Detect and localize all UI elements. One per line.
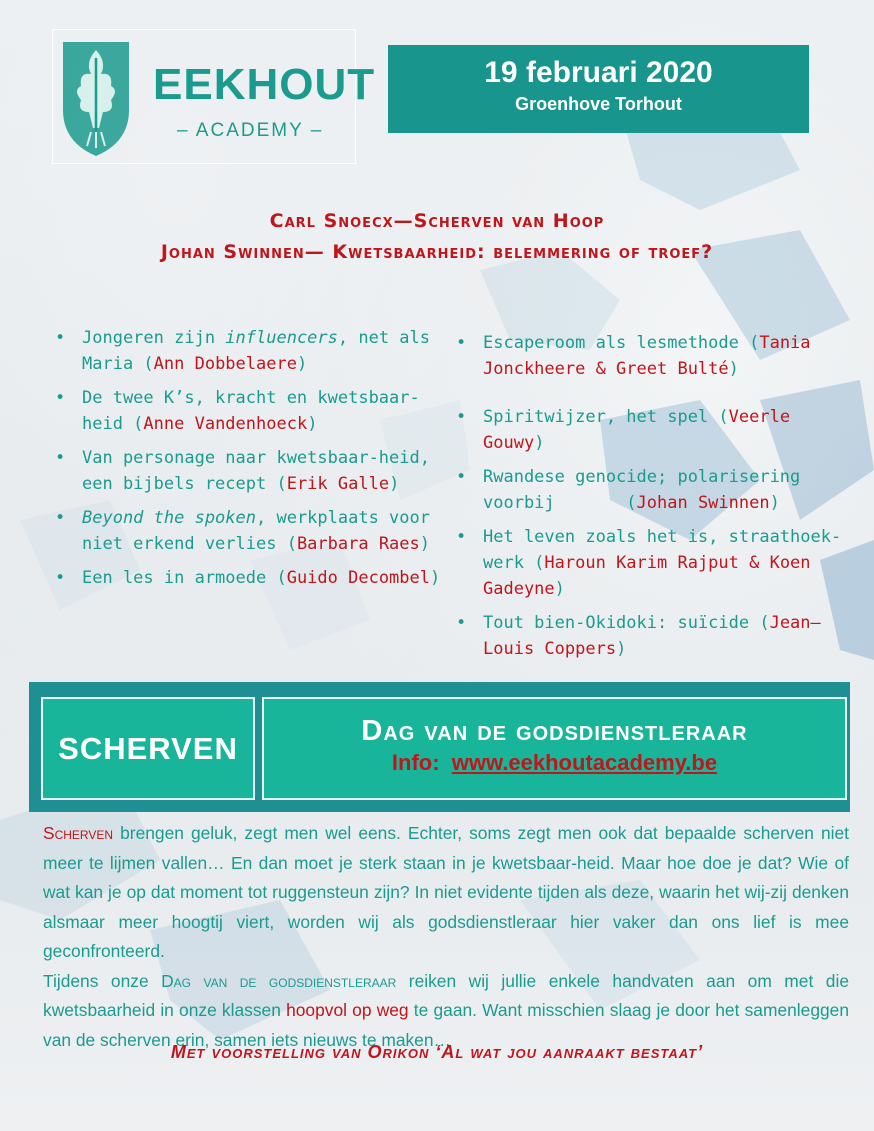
oak-leaf-shield-icon — [55, 32, 137, 158]
workshop-item: • Escaperoom als lesmethode (Tania Jonckheere & Greet Bulté) — [456, 330, 856, 382]
bullet-icon: • — [55, 448, 66, 468]
title-banner — [29, 682, 850, 812]
workshop-leader: Haroun Karim Rajput & Koen Gadeyne — [483, 553, 811, 599]
banner-info: Info: www.eekhoutacademy.be — [391, 750, 718, 775]
workshop-item: • Beyond the spoken, werkplaats voor niet erkend verlies (Barbara Raes) — [55, 505, 450, 557]
bullet-icon: • — [456, 527, 467, 547]
workshop-item: • Het leven zoals het is, straathoek-werk (Haroun Karim Rajput & Koen Gadeyne) — [456, 524, 856, 602]
keyword-event: Dag van de godsdienstleraar — [161, 970, 397, 991]
paragraph-1: Scherven brengen geluk, zegt men wel eens. Echter, soms zegt men ook dat bepaalde scherven niet meer te lijmen vallen… En dan moet je sterk staan in je kwetsbaar-heid. Maar hoe doe je dat? Wie of wat kan je op dat moment tot ruggensteun zijn? In niet evidente tijden als deze, waarin het wij-zij denken alsmaar meer hoogtij viert, worden wij als godsdienstleraar hier vaker dan ons lief is mee geconfronteerd. — [43, 823, 849, 961]
workshop-item: • De twee K’s, kracht en kwetsbaar-heid (Anne Vandenhoeck) — [55, 385, 450, 437]
website-link[interactable]: www.eekhoutacademy.be — [451, 750, 718, 775]
workshop-leader: Tania Jonckheere & Greet Bulté — [483, 333, 811, 379]
event-venue: Groenhove Torhout — [515, 94, 682, 114]
bullet-icon: • — [456, 613, 467, 633]
workshop-item: • Een les in armoede (Guido Decombel) — [55, 565, 450, 591]
workshop-leader: Barbara Raes — [296, 534, 420, 554]
workshop-leader: Anne Vandenhoeck — [143, 414, 308, 434]
keynote-2: Johan Swinnen— Kwetsbaarheid: belemmering of troef? — [160, 241, 714, 263]
logo-subtitle: – ACADEMY – — [177, 120, 324, 141]
workshop-item: • Tout bien-Okidoki: suïcide (Jean—Louis Coppers) — [456, 610, 856, 662]
workshops-left — [55, 325, 450, 599]
workshop-item: • Jongeren zijn influencers, net als Maria (Ann Dobbelaere) — [55, 325, 450, 377]
workshop-leader: Ann Dobbelaere — [153, 354, 297, 374]
banner-theme: SCHERVEN — [41, 697, 255, 800]
workshop-leader: Guido Decombel — [286, 568, 430, 588]
workshop-item: • Rwandese genocide; polarisering voorbij (Johan Swinnen) — [456, 464, 856, 516]
keyword-hoopvol: hoopvol op weg — [286, 1000, 409, 1020]
bullet-icon: • — [55, 388, 66, 408]
workshop-leader: Veerle Gouwy — [483, 407, 791, 453]
bullet-icon: • — [55, 328, 66, 348]
workshop-item: • Spiritwijzer, het spel (Veerle Gouwy) — [456, 404, 856, 456]
workshops-right — [456, 330, 856, 670]
performance-note: Met voorstelling van Orikon ‘Al wat jou aanraakt bestaat’ — [170, 1042, 704, 1062]
bullet-icon: • — [55, 508, 66, 528]
keyword-scherven: Scherven — [43, 823, 114, 843]
logo — [52, 29, 376, 164]
keynote-speakers — [0, 206, 874, 268]
event-date: 19 februari 2020 — [484, 56, 713, 89]
bullet-icon: • — [55, 568, 66, 588]
keynote-1: Carl Snoecx—Scherven van Hoop — [269, 210, 605, 232]
banner-event — [262, 697, 847, 800]
bullet-icon: • — [456, 467, 467, 487]
bullet-icon: • — [456, 407, 467, 427]
workshop-leader: Jean—Louis Coppers — [483, 613, 821, 659]
paragraph-2: Tijdens onze Dag van de godsdienstleraar reiken wij jullie enkele handvaten aan om met die kwetsbaarheid in onze klassen hoopvol op weg te gaan. Want misschien slaag je door het samenleggen van de scherven erin, samen iets nieuws te maken… — [43, 970, 850, 1050]
logo-wordmark: EEKHOUT — [153, 60, 376, 109]
workshop-leader: Johan Swinnen — [636, 493, 770, 513]
bullet-icon: • — [456, 333, 467, 353]
description — [43, 819, 849, 1055]
workshop-item: • Van personage naar kwetsbaar-heid, een bijbels recept (Erik Galle) — [55, 445, 450, 497]
banner-title: Dag van de godsdienstleraar — [361, 715, 748, 747]
workshop-leader: Erik Galle — [286, 474, 390, 494]
event-date-box — [388, 45, 809, 133]
